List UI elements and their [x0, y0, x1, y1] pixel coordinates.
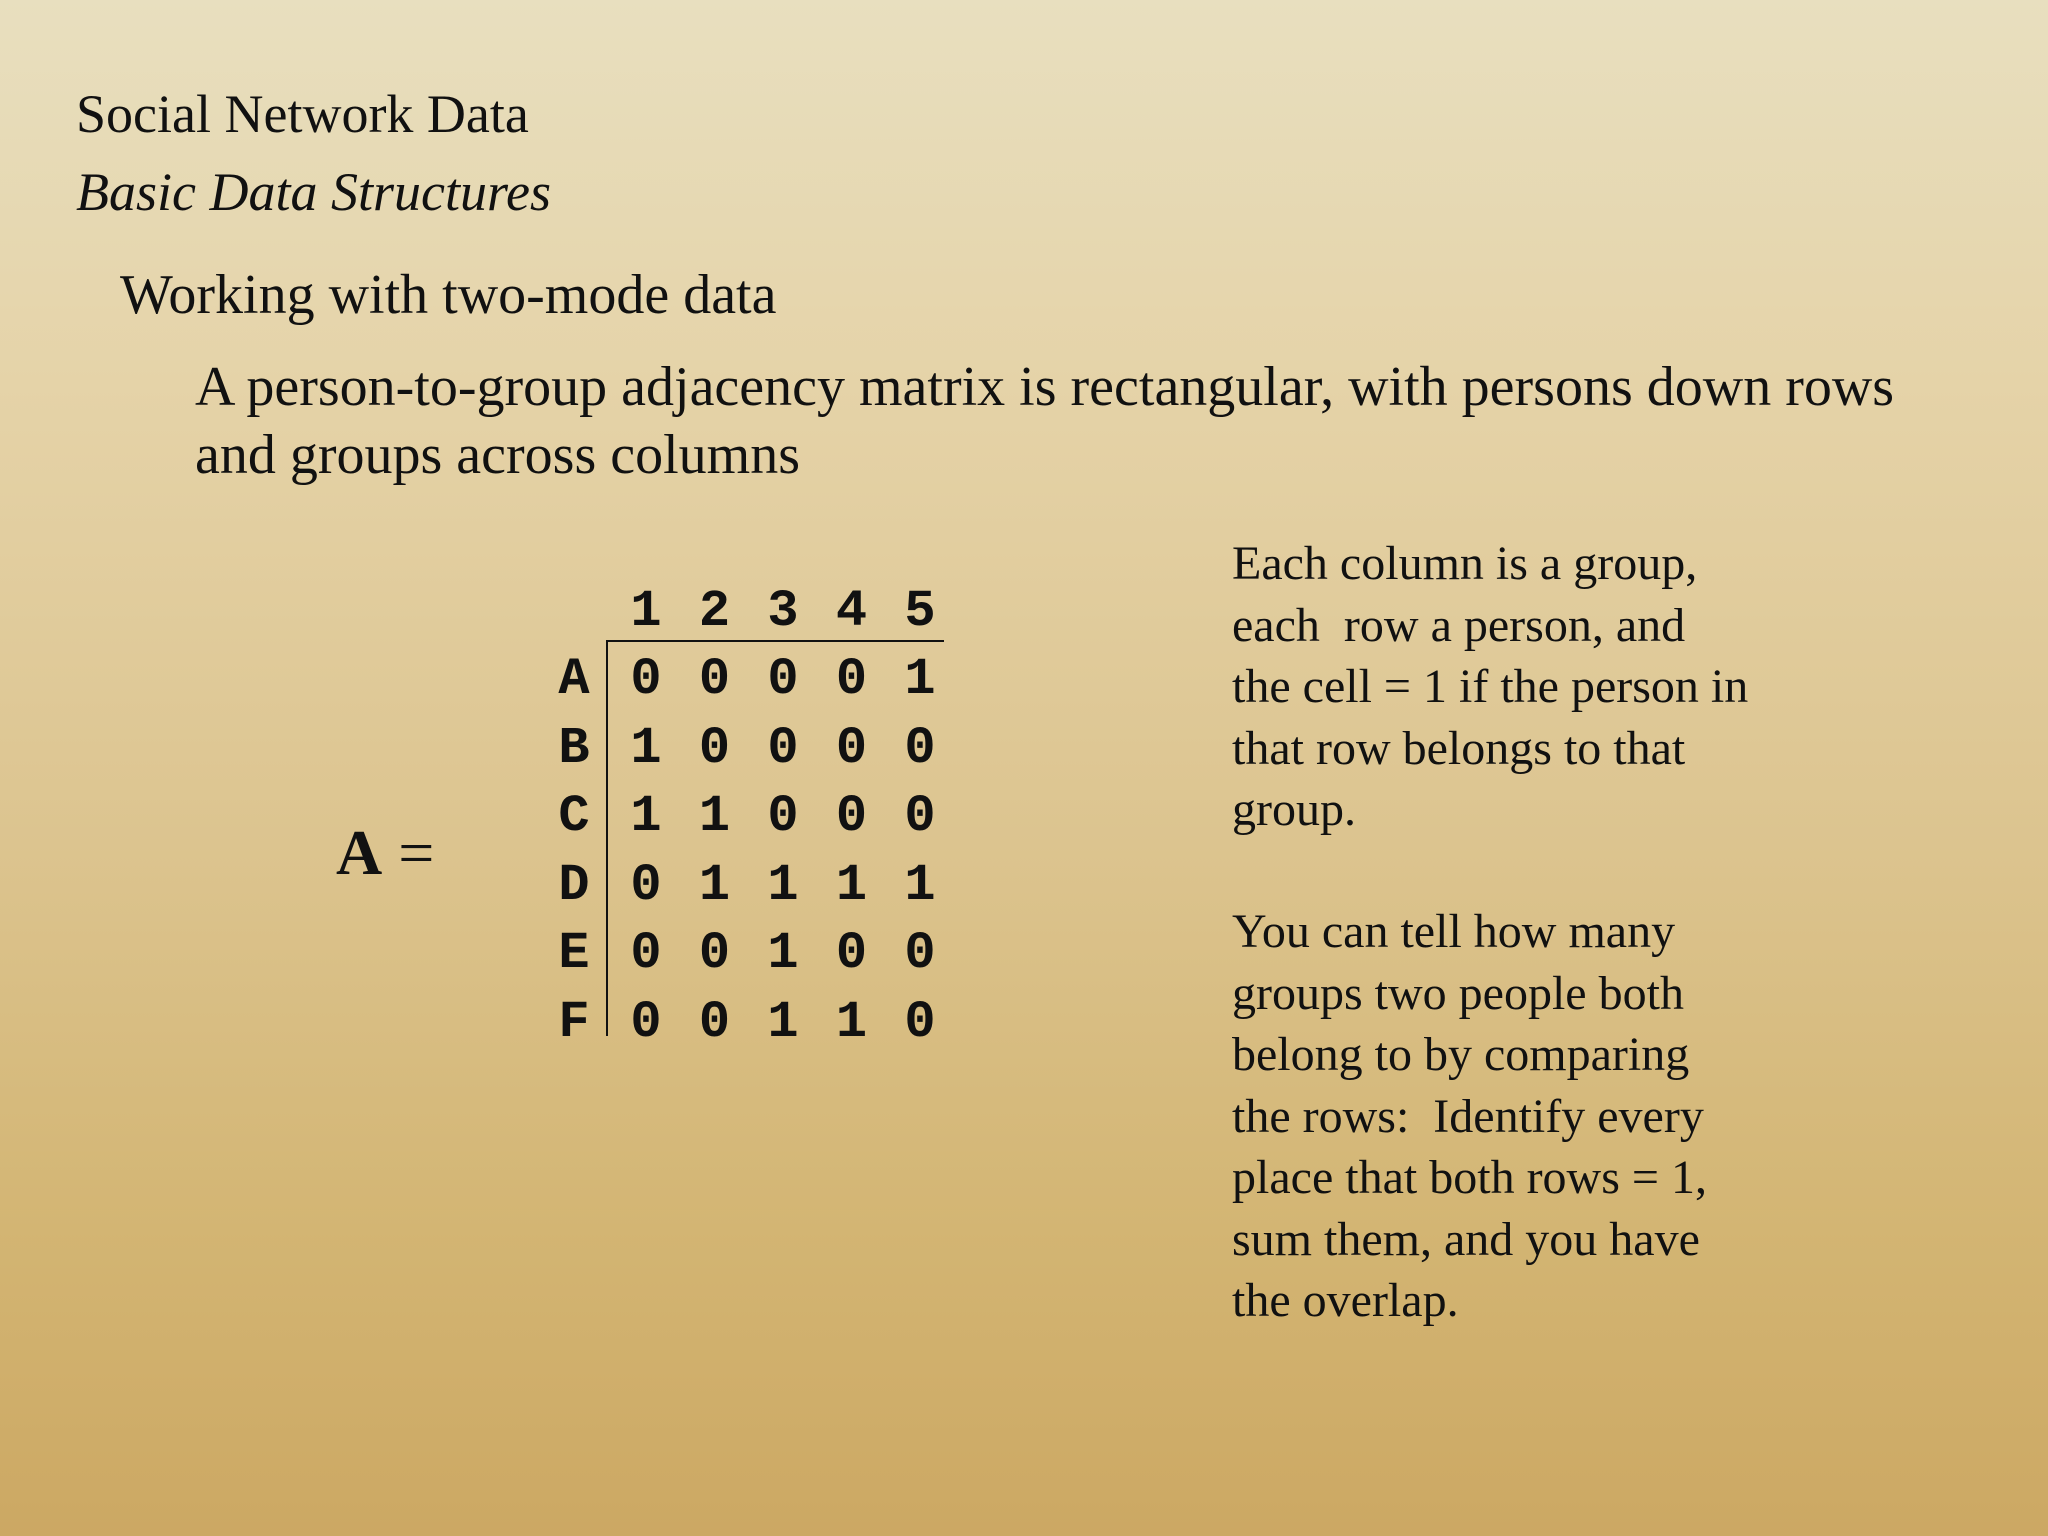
- matrix-row-label: B: [558, 718, 590, 778]
- matrix-cell: 1: [630, 787, 662, 846]
- matrix-cell: 0: [835, 787, 868, 846]
- note-line: place that both rows = 1,: [1232, 1151, 1707, 1204]
- section-description: A person-to-group adjacency matrix is rectangular, with persons down rows and groups across columns: [195, 356, 1895, 486]
- matrix-cell: 0: [835, 924, 868, 983]
- note-line: belong to by comparing: [1232, 1028, 1690, 1081]
- matrix-cell: 1: [767, 855, 799, 915]
- note-line: the rows: Identify every: [1232, 1089, 1704, 1143]
- note-line: sum them, and you have: [1232, 1212, 1700, 1266]
- note-line: that row belongs to that: [1232, 721, 1686, 775]
- matrix-cell: 1: [835, 992, 868, 1052]
- matrix-cell: 0: [630, 855, 662, 915]
- matrix-row-label: F: [558, 992, 590, 1052]
- matrix-row-label: A: [558, 650, 590, 709]
- matrix-cell: 0: [767, 650, 799, 709]
- matrix-cell: 0: [904, 787, 936, 846]
- note-line: each row a person, and: [1232, 598, 1686, 652]
- explanation-note-columns: [1232, 533, 1832, 841]
- adjacency-matrix: [540, 578, 960, 1058]
- note-line: the cell = 1 if the person in: [1232, 660, 1749, 713]
- matrix-cell: 1: [835, 855, 868, 915]
- section-heading: Working with two-mode data: [120, 264, 777, 326]
- matrix-cell: 0: [767, 718, 799, 778]
- matrix-equation-label: [336, 815, 434, 891]
- note-line: Each column is a group,: [1232, 537, 1698, 590]
- matrix-cell: 0: [767, 787, 799, 846]
- note-line: the overlap.: [1232, 1274, 1459, 1327]
- matrix-cell: 1: [630, 718, 662, 778]
- explanation-note-overlap: [1232, 901, 1832, 1332]
- matrix-row-label: C: [558, 787, 590, 846]
- matrix-cell: 0: [630, 650, 662, 709]
- matrix-row-label: E: [558, 924, 590, 983]
- matrix-cell: 0: [698, 650, 731, 709]
- matrix-column-label: 5: [904, 582, 936, 641]
- matrix-cell: 0: [698, 992, 731, 1052]
- matrix-cell: 0: [835, 650, 868, 709]
- matrix-cell: 1: [767, 992, 799, 1052]
- equals-sign: =: [382, 817, 435, 888]
- matrix-column-label: 2: [698, 582, 731, 641]
- matrix-vertical-rule: [606, 640, 608, 1036]
- note-line: group.: [1232, 783, 1356, 836]
- matrix-cell: 0: [698, 924, 731, 983]
- matrix-cell: 1: [767, 924, 799, 983]
- matrix-cell: 0: [630, 992, 662, 1052]
- matrix-cell: 0: [835, 718, 868, 778]
- note-line: groups two people both: [1232, 966, 1684, 1020]
- matrix-column-label: 4: [835, 582, 868, 641]
- matrix-cell: 0: [904, 924, 936, 983]
- matrix-symbol: A: [336, 817, 383, 888]
- matrix-cell: 0: [904, 718, 936, 778]
- matrix-row-label: D: [558, 855, 590, 915]
- note-line: You can tell how many: [1232, 905, 1676, 958]
- matrix-cell: 0: [630, 924, 662, 983]
- matrix-cell: 1: [904, 855, 936, 915]
- matrix-cell: 1: [698, 855, 731, 915]
- matrix-column-label: 1: [630, 582, 662, 641]
- matrix-column-label: 3: [767, 582, 799, 641]
- matrix-cell: 1: [698, 787, 731, 846]
- slide-title: Social Network Data: [76, 84, 529, 144]
- matrix-cell: 1: [904, 650, 936, 709]
- matrix-cell: 0: [904, 992, 936, 1052]
- matrix-cell: 0: [698, 718, 731, 778]
- slide-subtitle: Basic Data Structures: [76, 162, 551, 222]
